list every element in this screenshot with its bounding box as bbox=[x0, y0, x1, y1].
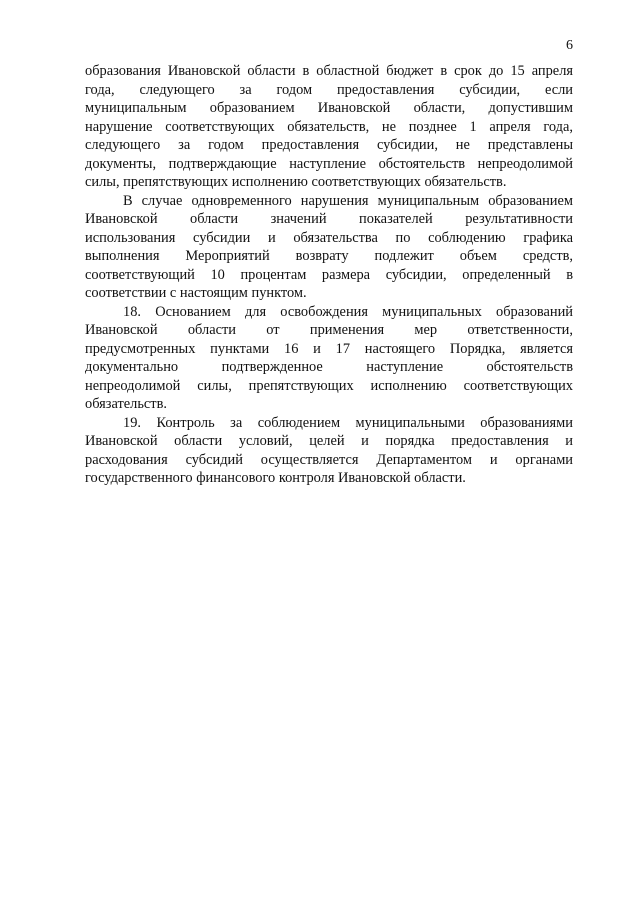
paragraph-continuation bbox=[85, 62, 573, 192]
text-line: соответствии с настоящим пунктом. bbox=[85, 285, 307, 301]
text-line: В случае одновременного нарушения муниципальным образованием bbox=[123, 192, 573, 209]
text-line: муниципальным образованием Ивановской области, допустившим bbox=[85, 100, 573, 116]
page-number: 6 bbox=[566, 38, 573, 53]
text-line: силы, препятствующих исполнению соответствующих обязательств. bbox=[85, 174, 507, 190]
text-line: документально подтвержденное наступление обстоятельств bbox=[85, 359, 573, 375]
paragraph-item-19 bbox=[85, 414, 573, 488]
text-line: Ивановской области от применения мер ответственности, bbox=[85, 322, 573, 338]
text-line: использования субсидии и обязательства по соблюдению графика bbox=[85, 229, 573, 246]
text-line: образования Ивановской области в областной бюджет в срок до 15 апреля bbox=[85, 63, 573, 79]
text-line: 18. Основанием для освобождения муниципальных образований bbox=[123, 303, 573, 320]
text-line: документы, подтверждающие наступление обстоятельств непреодолимой bbox=[85, 155, 573, 172]
text-line: обязательств. bbox=[85, 396, 167, 412]
text-line: нарушение соответствующих обязательств, не позднее 1 апреля года, bbox=[85, 118, 573, 135]
text-line: государственного финансового контроля Ивановской области. bbox=[85, 470, 466, 486]
text-line: непреодолимой силы, препятствующих исполнению соответствующих bbox=[85, 377, 573, 394]
text-line: года, следующего за годом предоставления субсидии, если bbox=[85, 81, 573, 98]
paragraph-simultaneous-violation bbox=[85, 192, 573, 303]
text-line: следующего за годом предоставления субсидии, не представлены bbox=[85, 137, 573, 153]
text-line: 19. Контроль за соблюдением муниципальными образованиями bbox=[123, 414, 573, 431]
text-line: Ивановской области условий, целей и порядка предоставления и bbox=[85, 433, 573, 449]
text-line: выполнения Мероприятий возврату подлежит объем средств, bbox=[85, 248, 573, 264]
document-body bbox=[85, 62, 573, 488]
text-line: предусмотренных пунктами 16 и 17 настоящего Порядка, является bbox=[85, 340, 573, 357]
text-line: соответствующий 10 процентам размера субсидии, определенный в bbox=[85, 266, 573, 283]
paragraph-item-18 bbox=[85, 303, 573, 414]
text-line: Ивановской области значений показателей результативности bbox=[85, 211, 573, 227]
text-line: расходования субсидий осуществляется Департаментом и органами bbox=[85, 451, 573, 468]
